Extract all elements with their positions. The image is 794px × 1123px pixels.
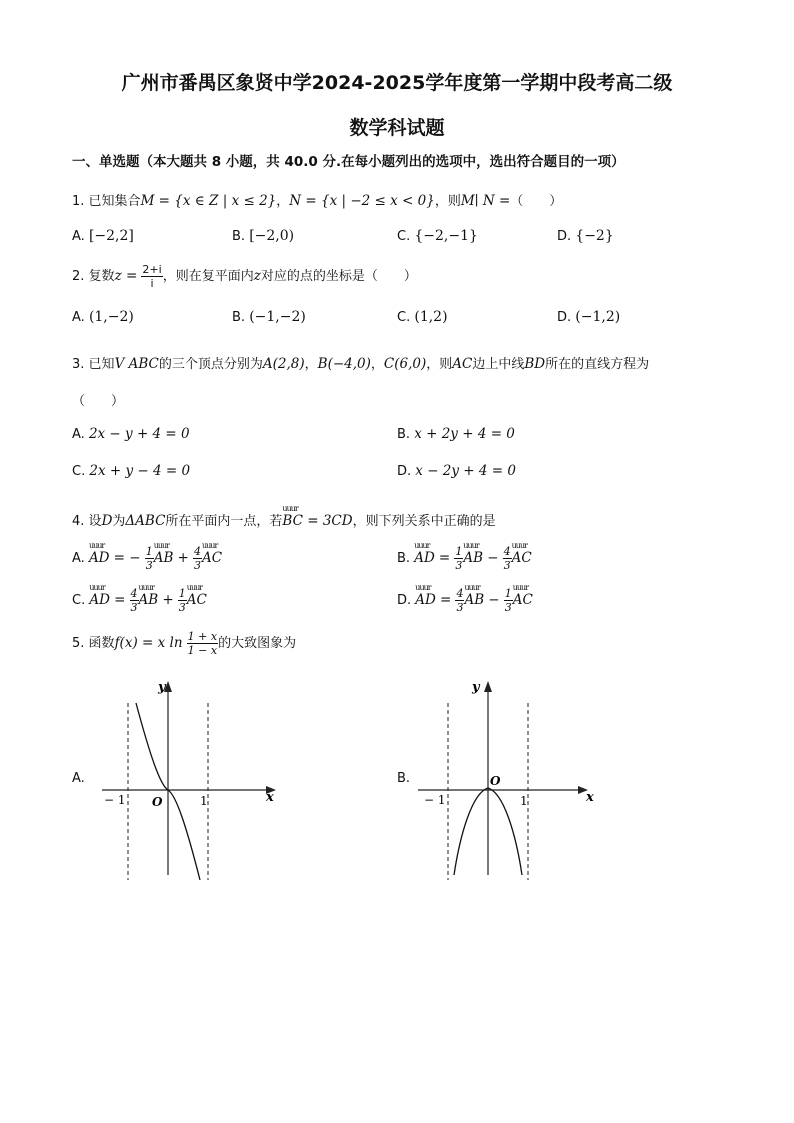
q2-option-a: A. (1,−2) [72, 309, 134, 325]
exam-title: 广州市番禺区象贤中学2024-2025学年度第一学期中段考高二级 [121, 72, 673, 94]
set-n: N = {x | −2 ≤ x < 0} [289, 193, 435, 209]
triangle: ΔABC [125, 513, 166, 529]
question-number: 2. [72, 269, 85, 284]
fraction: $\frac{2+i}{i}$ [142, 263, 162, 290]
answer-paren: （ ） [72, 394, 125, 409]
z-equals: z = [114, 268, 138, 284]
question-text: 设 [88, 514, 102, 529]
question-4 [72, 504, 496, 529]
answer-paren: （ ） [510, 194, 563, 209]
question-text: 函数 [88, 636, 115, 651]
point-b: B(−4,0) [317, 356, 371, 372]
question-5 [72, 630, 296, 657]
q1-option-b: B. [−2,0) [232, 228, 295, 244]
question-text: 复数 [88, 269, 115, 284]
q4-option-d: D. uuur AD = $\frac{4}{3}$ uuur AB − $\frac{1}{3}$ uuur AC [397, 583, 533, 614]
x-label: x [266, 790, 274, 805]
question-text: 对应的点的坐标是（ ） [260, 269, 417, 284]
y-label: y [158, 680, 166, 695]
q5-graph-a [90, 675, 290, 885]
question-1 [72, 190, 562, 209]
tick-label-neg1: − 1 [104, 793, 126, 807]
question-text: 所在平面内一点，若 [165, 514, 283, 529]
point-d: D [101, 513, 113, 529]
triangle: V ABC [114, 356, 159, 372]
expression: M∣ N = [460, 193, 511, 209]
question-text: 的大致图象为 [218, 636, 297, 651]
q3-option-d: D. x − 2y + 4 = 0 [397, 463, 516, 479]
q3-option-b: B. x + 2y + 4 = 0 [397, 426, 515, 442]
segment-bd: BD [524, 356, 546, 372]
tick-label-1: 1 [200, 794, 208, 808]
y-label: y [472, 680, 480, 695]
exam-subtitle: 数学科试题 [349, 117, 445, 139]
q5-option-a-label: A. [72, 771, 85, 786]
point-a: A(2,8) [262, 356, 305, 372]
tick-label-1: 1 [520, 794, 528, 808]
q2-option-b: B. (−1,−2) [232, 309, 306, 325]
y-axis-arrow [484, 681, 492, 692]
q5-graph-b [410, 675, 610, 885]
function-expr: f(x) = x ln [114, 635, 183, 651]
fraction: $\frac{1 + x}{1 - x}$ [187, 630, 218, 657]
question-number: 1. [72, 194, 85, 209]
q3-option-c: C. 2x + y − 4 = 0 [72, 463, 191, 479]
tick-label-neg1: − 1 [424, 793, 446, 807]
origin-label: O [490, 774, 501, 788]
q4-option-c: C. uuur AD = $\frac{4}{3}$ uuur AB + $\frac{1}{3}$ uuur AC [72, 583, 207, 614]
q5-option-b-label: B. [397, 771, 411, 786]
question-text: 边上中线 [472, 357, 525, 372]
vector-condition: uuur BC = 3CD [282, 504, 353, 529]
question-text: 已知集合 [88, 194, 141, 209]
z-variable: z [253, 268, 261, 284]
q3-option-a: A. 2x − y + 4 = 0 [72, 426, 190, 442]
q2-option-d: D. (−1,2) [557, 309, 621, 325]
question-text: 已知 [88, 357, 115, 372]
q1-option-d: D. {−2} [557, 228, 614, 244]
question-text: 的三个顶点分别为 [158, 357, 263, 372]
question-text: 为 [112, 514, 126, 529]
question-text: ，则 [434, 194, 461, 209]
question-number: 3. [72, 357, 85, 372]
q1-option-a: A. [−2,2] [72, 228, 134, 244]
question-text: ，则在复平面内 [162, 269, 254, 284]
separator: ， [276, 194, 290, 209]
q4-option-b: B. uuur AD = $\frac{1}{3}$ uuur AB − $\frac{4}{3}$ uuur AC [397, 541, 532, 572]
question-2 [72, 263, 417, 290]
q4-option-a: A. uuur AD = − $\frac{1}{3}$ uuur AB + $\frac{4}{3}$ uuur AC [72, 541, 223, 572]
question-number: 4. [72, 514, 85, 529]
section-heading: 一、单选题（本大题共 8 小题，共 40.0 分.在每小题列出的选项中，选出符合题目的一项） [72, 154, 625, 170]
x-label: x [586, 790, 594, 805]
q2-option-c: C. (1,2) [397, 309, 448, 325]
question-number: 5. [72, 636, 85, 651]
question-3: 3. 已知V ABC的三个顶点分别为A(2,8)，B(−4,0)，C(6,0)，则AC边上中线BD所在的直线方程为 [72, 356, 650, 372]
q1-option-c: C. {−2,−1} [397, 228, 478, 244]
set-m: M = {x ∈ Z | x ≤ 2} [140, 193, 277, 209]
origin-label: O [152, 795, 163, 809]
point-c: C(6,0) [383, 356, 427, 372]
segment-ac: AC [452, 356, 473, 372]
question-text: 所在的直线方程为 [545, 357, 650, 372]
question-text: ，则下列关系中正确的是 [352, 514, 496, 529]
question-text: ，则 [426, 357, 453, 372]
